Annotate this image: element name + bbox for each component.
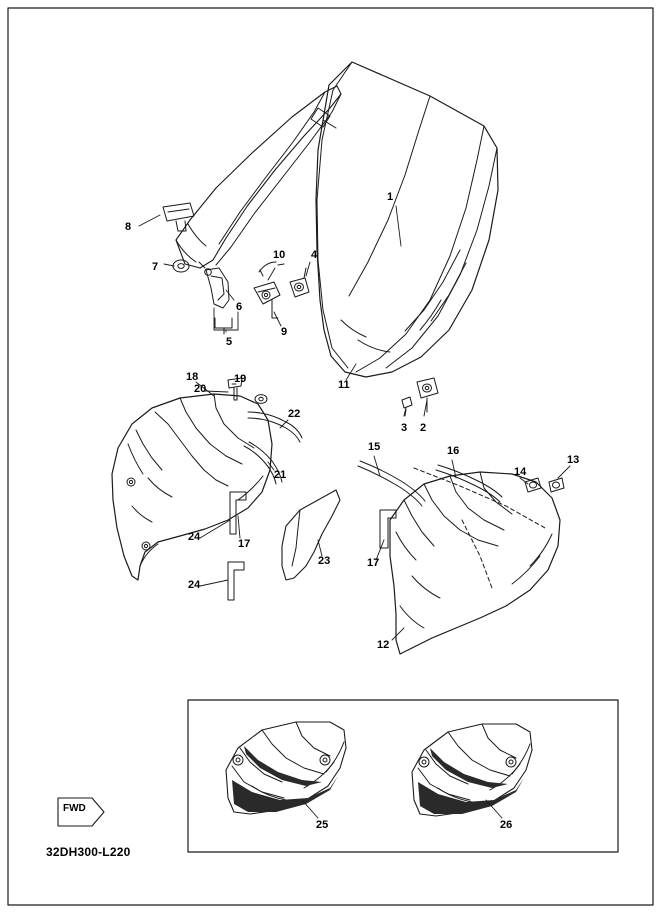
callout-26: 26 — [500, 819, 513, 831]
callout-18: 18 — [186, 371, 199, 383]
fwd-label: FWD — [63, 803, 86, 814]
callout-24: 24 — [188, 531, 201, 543]
callout-5: 5 — [226, 336, 233, 348]
callout-8: 8 — [125, 221, 132, 233]
callout-4: 4 — [311, 249, 318, 261]
callout-21: 21 — [274, 469, 287, 481]
callout-7: 7 — [152, 261, 159, 273]
callout-6: 6 — [236, 301, 243, 313]
callout-14: 14 — [514, 466, 527, 478]
callout-12: 12 — [377, 639, 390, 651]
callout-1: 1 — [387, 191, 394, 203]
callout-24-b: 24 — [188, 579, 201, 591]
callout-11: 11 — [338, 379, 350, 391]
callout-20: 20 — [194, 383, 207, 395]
callout-10: 10 — [273, 249, 286, 261]
callout-16: 16 — [447, 445, 460, 457]
callout-17: 17 — [238, 538, 251, 550]
callout-19: 19 — [234, 373, 247, 385]
graphics-kit-panel — [188, 700, 618, 852]
callout-17-b: 17 — [367, 557, 380, 569]
callout-2: 2 — [420, 422, 427, 434]
callout-15: 15 — [368, 441, 381, 453]
callout-9: 9 — [281, 326, 288, 338]
callout-3: 3 — [401, 422, 408, 434]
callout-25: 25 — [316, 819, 329, 831]
callout-13: 13 — [567, 454, 580, 466]
part-code-label: 32DH300-L220 — [46, 845, 131, 859]
callout-22: 22 — [288, 408, 301, 420]
callout-23: 23 — [318, 555, 331, 567]
